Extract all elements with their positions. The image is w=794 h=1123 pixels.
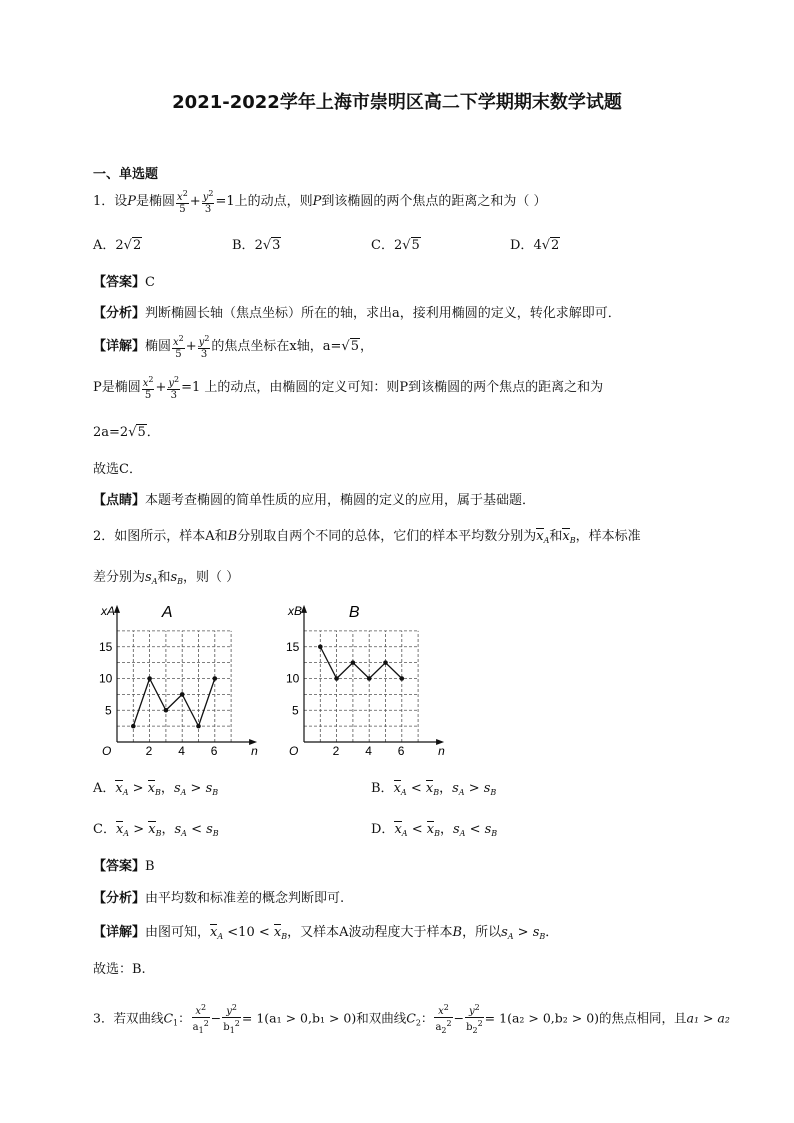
q1-answer: 【答案】C: [93, 275, 155, 290]
q1-stem: 1．设P是椭圆 $\frac{x^2}{5}$ + $\frac{y^2}{3}$ =1上的动点，则P到该椭圆的两个焦点的距离之和为（ ）: [93, 189, 547, 215]
data-point: [383, 660, 388, 665]
q2-option-b: B．$x_A < x_B$，$s_A > s_B$: [371, 781, 497, 797]
x-tick-label: 2: [332, 744, 340, 755]
q2-option-c: C．$x_A > x_B$，$s_A < s_B$: [93, 822, 219, 838]
y-tick-label: 5: [292, 703, 299, 718]
y-tick-label: 15: [99, 639, 113, 654]
origin-label: O: [289, 744, 299, 755]
q1-comment: 【点睛】本题考查椭圆的简单性质的应用，椭圆的定义的应用，属于基础题．: [93, 493, 536, 508]
chart-title: A: [161, 603, 173, 621]
q2-answer: 【答案】B: [93, 859, 155, 874]
data-point: [351, 660, 356, 665]
y-tick-label: 5: [105, 703, 112, 718]
x-axis-label: n: [438, 744, 445, 755]
q1-choose: 故选C．: [93, 462, 142, 477]
y-axis-label: xA: [101, 603, 116, 618]
q1-detail: 【详解】椭圆 $\frac{x^2}{5}$ + $\frac{y^2}{3}$ 的焦点坐标在x轴，a=√5，: [93, 334, 373, 360]
data-point: [131, 724, 136, 729]
data-point: [180, 692, 185, 697]
q1-analysis: 【分析】判断椭圆长轴（焦点坐标）所在的轴，求出a，接利用椭圆的定义，转化求解即可．: [93, 306, 621, 321]
data-point: [367, 676, 372, 681]
q2-detail: 【详解】由图可知，$x_A <10 < x_B$，又样本A波动程度大于样本B，所以$s_A > s_B$．: [93, 925, 559, 941]
data-point: [400, 676, 405, 681]
data-point: [164, 708, 169, 713]
x-axis-label: n: [251, 744, 258, 755]
y-tick-label: 10: [286, 671, 300, 686]
q1-option-c: C．2√5: [371, 238, 420, 253]
q2-stem-line1: 2．如图所示，样本A和B分别取自两个不同的总体，它们的样本平均数分别为$x_A$和$x_B$，样本标准: [93, 529, 641, 545]
origin-label: O: [102, 744, 112, 755]
x-tick-label: 6: [210, 744, 218, 755]
data-point: [318, 644, 323, 649]
chart-a: [95, 590, 275, 755]
q2-stem-line2: 差分别为$s_A$和$s_B$，则（ ）: [93, 570, 240, 586]
data-point: [213, 676, 218, 681]
section-heading: 一、单选题: [93, 167, 159, 182]
q3-stem: 3．若双曲线$C_1$： $\frac{x^2}{a_1^2}$ − $\frac{y^2}{b_1^2}$ = 1(a₁ > 0,b₁ > 0)和双曲线$C_2$： $\frac{x^2}{a_2^2}$ − $\frac{y^2}{b_2^2}$ = 1(a₂ > 0,b₂ > 0)的焦点相同，且a₁ > a₂: [93, 1003, 730, 1035]
page-title: 2021-2022学年上海市崇明区高二下学期期末数学试题: [172, 92, 622, 113]
q1-detail-line2: P是椭圆 $\frac{x^2}{5}$ + $\frac{y^2}{3}$ =1 上的动点，由椭圆的定义可知：则P到该椭圆的两个焦点的距离之和为: [93, 375, 604, 401]
q1-option-b: B．2√3: [232, 238, 281, 253]
x-tick-label: 4: [365, 744, 372, 755]
q1-option-a: A．2√2: [93, 238, 142, 253]
chart-title: B: [348, 603, 360, 621]
data-point: [147, 676, 152, 681]
q2-option-a: A．$x_A > x_B$，$s_A > s_B$: [93, 781, 219, 797]
q2-option-d: D．$x_A < x_B$，$s_A < s_B$: [371, 822, 498, 838]
y-tick-label: 10: [99, 671, 113, 686]
q2-analysis: 【分析】由平均数和标准差的概念判断即可.: [93, 891, 345, 906]
y-tick-label: 15: [286, 639, 300, 654]
x-tick-label: 4: [178, 744, 185, 755]
data-point: [196, 724, 201, 729]
q1-detail-line3: 2a=2√5．: [93, 425, 160, 440]
x-tick-label: 2: [145, 744, 153, 755]
series-line: [133, 679, 215, 727]
q2-choose: 故选：B.: [93, 962, 146, 977]
data-point: [334, 676, 339, 681]
q1-option-d: D．4√2: [510, 238, 560, 253]
y-axis-label: xB: [288, 603, 303, 618]
chart-b: [282, 590, 462, 755]
x-tick-label: 6: [397, 744, 405, 755]
